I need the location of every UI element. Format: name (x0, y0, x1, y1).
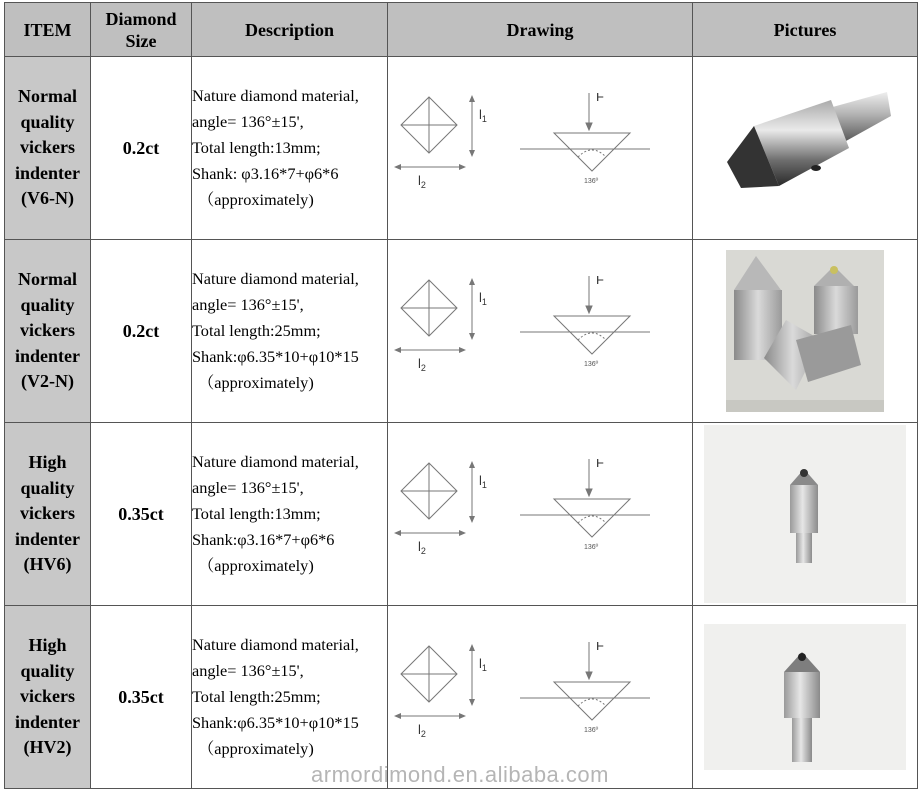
label-l2: $l_2$ (418, 722, 426, 739)
product-photo (726, 250, 884, 412)
indenter-profile (554, 499, 630, 537)
picture-cell (693, 57, 918, 240)
description-cell (192, 423, 388, 606)
item-line: (V6-N) (21, 188, 74, 209)
item-line: vickers (20, 137, 75, 158)
label-angle: 136º (584, 727, 599, 734)
label-l2: $l_2$ (418, 173, 426, 190)
label-l1: $l_1$ (479, 107, 487, 124)
item-line: High (28, 635, 67, 656)
description-cell (192, 57, 388, 240)
item-line: Normal (18, 86, 77, 107)
product-photo (719, 88, 891, 208)
indenter-profile (554, 133, 630, 171)
item-line: quality (20, 660, 75, 681)
label-force: F (596, 642, 604, 653)
description-line: angle= 136°±15', (192, 661, 304, 680)
indenter-profile (554, 682, 630, 720)
item-line: indenter (15, 711, 80, 732)
item-line: (HV2) (23, 737, 72, 758)
drawing-cell (388, 606, 693, 789)
description-line: Nature diamond material, (192, 269, 359, 288)
drawing-cell (388, 423, 693, 606)
item-line: vickers (20, 320, 75, 341)
table-row (5, 606, 918, 789)
label-l1: $l_1$ (479, 656, 487, 673)
table-row (5, 423, 918, 606)
description-line: Total length:13mm; (192, 138, 321, 157)
description-line: Shank: φ3.16*7+φ6*6 (192, 164, 339, 183)
label-l2: $l_2$ (418, 539, 426, 556)
label-l1: $l_1$ (479, 290, 487, 307)
diamond-size-cell: 0.2ct (91, 57, 192, 240)
item-cell (5, 57, 91, 240)
label-force: F (596, 459, 604, 470)
description-line: Shank:φ6.35*10+φ10*15 (192, 347, 359, 366)
item-line: quality (20, 294, 75, 315)
label-l2: $l_2$ (418, 356, 426, 373)
label-angle: 136º (584, 544, 599, 551)
header-size-line1: Diamond (105, 8, 177, 29)
product-photo (704, 425, 906, 603)
item-line: High (28, 452, 67, 473)
description-cell (192, 606, 388, 789)
description-line: Shank:φ3.16*7+φ6*6 (192, 530, 335, 549)
vickers-drawing (394, 276, 694, 386)
description-line: Shank:φ6.35*10+φ10*15 (192, 713, 359, 732)
spec-table (4, 2, 918, 789)
header-item: ITEM (5, 3, 91, 57)
table-row (5, 57, 918, 240)
label-angle: 136º (584, 361, 599, 368)
header-drawing: Drawing (388, 3, 693, 57)
vickers-drawing (394, 459, 694, 569)
header-size-line2: Size (125, 30, 157, 51)
item-cell (5, 606, 91, 789)
table-row (5, 240, 918, 423)
description-line: （approximately) (198, 556, 314, 575)
item-line: vickers (20, 503, 75, 524)
diamond-size-cell: 0.2ct (91, 240, 192, 423)
item-line: (V2-N) (21, 371, 74, 392)
description-line: Nature diamond material, (192, 452, 359, 471)
item-line: (HV6) (23, 554, 72, 575)
header-description: Description (192, 3, 388, 57)
item-line: indenter (15, 528, 80, 549)
item-line: quality (20, 477, 75, 498)
description-line: Nature diamond material, (192, 86, 359, 105)
description-line: （approximately) (198, 190, 314, 209)
header-diamond-size (91, 3, 192, 57)
description-line: Total length:25mm; (192, 687, 321, 706)
description-line: Nature diamond material, (192, 635, 359, 654)
diamond-size-cell: 0.35ct (91, 423, 192, 606)
vickers-drawing (394, 642, 694, 752)
item-cell (5, 240, 91, 423)
item-line: vickers (20, 686, 75, 707)
picture-cell (693, 606, 918, 789)
description-cell (192, 240, 388, 423)
description-line: angle= 136°±15', (192, 295, 304, 314)
item-line: indenter (15, 345, 80, 366)
label-force: F (596, 276, 604, 287)
description-line: （approximately) (198, 739, 314, 758)
description-line: angle= 136°±15', (192, 112, 304, 131)
description-line: Total length:13mm; (192, 504, 321, 523)
product-photo (704, 624, 906, 770)
watermark: armordimond.en.alibaba.com (311, 762, 609, 787)
picture-cell (693, 423, 918, 606)
header-row (5, 3, 918, 57)
description-line: Total length:25mm; (192, 321, 321, 340)
picture-cell (693, 240, 918, 423)
description-line: （approximately) (198, 373, 314, 392)
description-line: angle= 136°±15', (192, 478, 304, 497)
drawing-cell (388, 57, 693, 240)
label-angle: 136º (584, 178, 599, 185)
indenter-profile (554, 316, 630, 354)
header-pictures: Pictures (693, 3, 918, 57)
vickers-drawing (394, 93, 694, 203)
diamond-size-cell: 0.35ct (91, 606, 192, 789)
label-l1: $l_1$ (479, 473, 487, 490)
item-line: quality (20, 111, 75, 132)
item-cell (5, 423, 91, 606)
drawing-cell (388, 240, 693, 423)
label-force: F (596, 93, 604, 104)
item-line: Normal (18, 269, 77, 290)
item-line: indenter (15, 162, 80, 183)
